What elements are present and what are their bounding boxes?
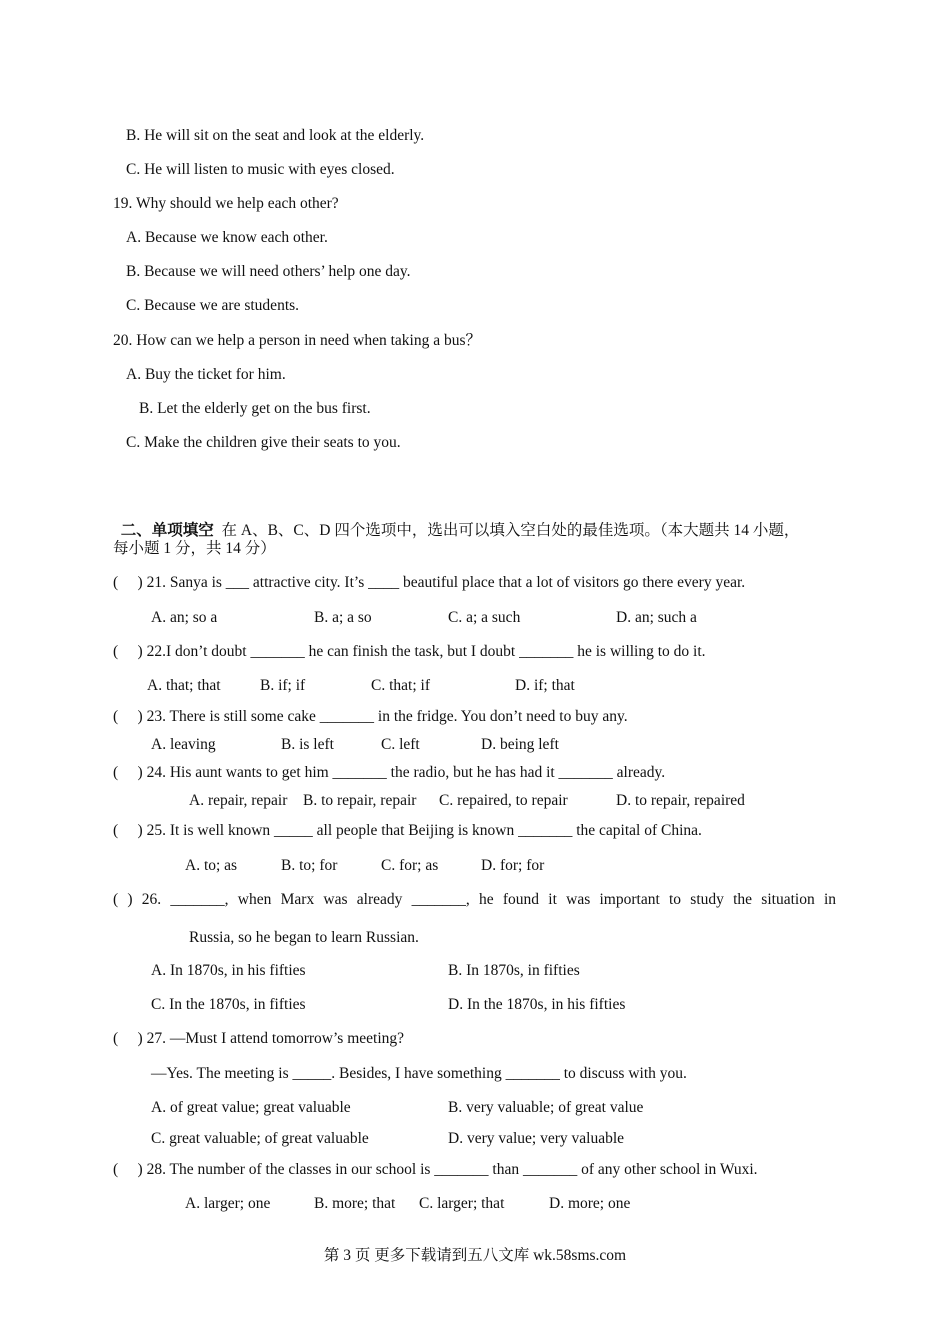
q22-option-d: D. if; that [515, 677, 575, 694]
q24-option-c: C. repaired, to repair [439, 792, 568, 809]
q27-option-d: D. very value; very valuable [448, 1130, 625, 1147]
q25-option-a: A. to; as [185, 857, 238, 874]
q26-option-d: D. In the 1870s, in his fifties [448, 996, 626, 1013]
q24-question: ( ) 24. His aunt wants to get him _______ the radio, but he has had it _______ already. [113, 764, 666, 781]
q28-option-c: C. larger; that [419, 1195, 505, 1212]
q20-option-c: C. Make the children give their seats to you. [126, 434, 401, 451]
q26-question-cont: Russia, so he began to learn Russian. [189, 929, 419, 946]
q21-option-c: C. a; a such [448, 609, 521, 626]
q26-option-a: A. In 1870s, in his fifties [151, 962, 306, 979]
q22-option-a: A. that; that [147, 677, 221, 694]
q26-option-c: C. In the 1870s, in fifties [151, 996, 306, 1013]
q19-option-c: C. Because we are students. [126, 297, 300, 314]
q22-question: ( ) 22.I don’t doubt _______ he can finish the task, but I doubt _______ he is willing to do it. [113, 643, 706, 660]
q19-option-a: A. Because we know each other. [126, 229, 328, 246]
q28-question: ( ) 28. The number of the classes in our school is _______ than _______ of any other school in Wuxi. [113, 1161, 758, 1178]
q24-option-d: D. to repair, repaired [616, 792, 745, 809]
q25-question: ( ) 25. It is well known _____ all people that Beijing is known _______ the capital of China. [113, 822, 702, 839]
q24-option-a: A. repair, repair [189, 792, 288, 809]
q20-option-b: B. Let the elderly get on the bus first. [139, 400, 371, 417]
q27-option-c: C. great valuable; of great valuable [151, 1130, 369, 1147]
q22-option-b: B. if; if [260, 677, 306, 694]
q18-option-c: C. He will listen to music with eyes closed. [126, 161, 395, 178]
section2-instruction-cont: 每小题 1 分，共 14 分） [113, 540, 276, 557]
q25-option-d: D. for; for [481, 857, 545, 874]
q19-option-b: B. Because we will need others’ help one day. [126, 263, 411, 280]
q27-option-b: B. very valuable; of great value [448, 1099, 644, 1116]
q27-reply: —Yes. The meeting is _____. Besides, I have something _______ to discuss with you. [151, 1065, 687, 1082]
q23-question: ( ) 23. There is still some cake _______ in the fridge. You don’t need to buy any. [113, 708, 628, 725]
q21-option-a: A. an; so a [151, 609, 218, 626]
q20-question: 20. How can we help a person in need when taking a bus？ [113, 332, 482, 349]
q25-option-c: C. for; as [381, 857, 439, 874]
q25-option-b: B. to; for [281, 857, 338, 874]
q18-option-b: B. He will sit on the seat and look at the elderly. [126, 127, 425, 144]
q27-question: ( ) 27. —Must I attend tomorrow’s meeting? [113, 1030, 405, 1047]
q23-option-b: B. is left [281, 736, 334, 753]
q24-option-b: B. to repair, repair [303, 792, 417, 809]
q22-option-c: C. that; if [371, 677, 430, 694]
page-footer: 第 3 页 更多下载请到五八文库 wk.58sms.com [323, 1247, 627, 1264]
q28-option-b: B. more; that [314, 1195, 396, 1212]
q21-option-d: D. an; such a [616, 609, 697, 626]
q23-option-d: D. being left [481, 736, 559, 753]
section2-instruction: 在 A、B、C、D 四个选项中，选出可以填入空白处的最佳选项。（本大题共 14 小题， [221, 522, 800, 539]
q26-question: ( ) 26. _______, when Marx was already _______, he found it was important to study the situation in [113, 891, 836, 908]
q28-option-a: A. larger; one [185, 1195, 271, 1212]
q28-option-d: D. more; one [549, 1195, 631, 1212]
section2-title: 二、单项填空 [120, 522, 214, 539]
q19-question: 19. Why should we help each other? [113, 195, 339, 212]
q21-option-b: B. a; a so [314, 609, 372, 626]
q26-option-b: B. In 1870s, in fifties [448, 962, 580, 979]
q23-option-a: A. leaving [151, 736, 216, 753]
q20-option-a: A. Buy the ticket for him. [126, 366, 286, 383]
q27-option-a: A. of great value; great valuable [151, 1099, 351, 1116]
q21-question: ( ) 21. Sanya is ___ attractive city. It’s ____ beautiful place that a lot of visitors go there every year. [113, 574, 746, 591]
section2-header [113, 501, 799, 541]
q23-option-c: C. left [381, 736, 420, 753]
